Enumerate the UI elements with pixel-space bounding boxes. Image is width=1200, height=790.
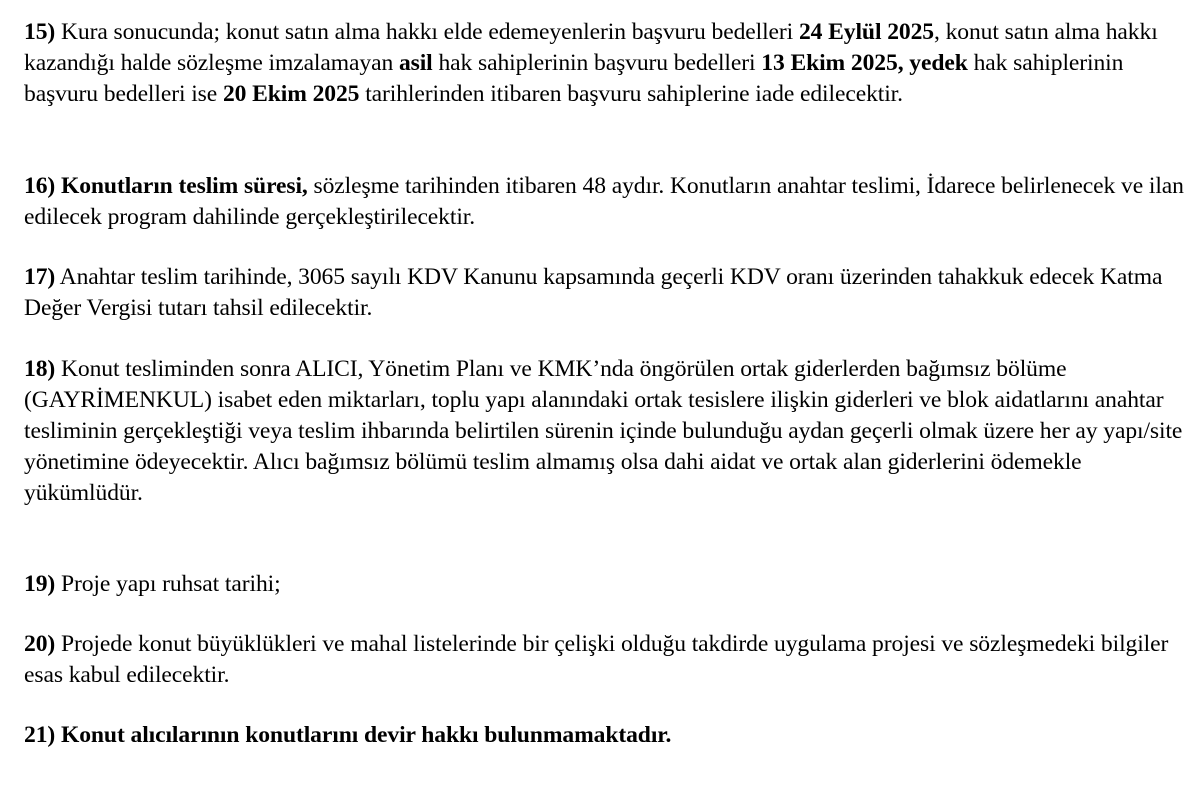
- clause-number: 15): [24, 19, 56, 45]
- clause-15: 15) Kura sonucunda; konut satın alma hakkı elde edemeyenlerin başvuru bedelleri 24 Eylül 2025, konut satın alma hakkı kazandığı halde sözleşme imzalamayan asil hak sahiplerinin başvuru bedelleri 13 Ekim 2025, yedek hak sahiplerinin başvuru bedelleri ise 20 Ekim 2025 tarihlerinden itibaren başvuru sahiplerine iade edilecektir.: [24, 19, 1158, 107]
- clause-19: 19) Proje yapı ruhsat tarihi;: [24, 571, 281, 597]
- clause-16: 16) Konutların teslim süresi, sözleşme tarihinden itibaren 48 aydır. Konutların anahtar teslimi, İdarece belirlenecek ve ilan edilecek program dahilinde gerçekleştirilecektir.: [24, 173, 1184, 230]
- clause-heading: 21) Konut alıcılarının konutlarını devir hakkı bulunmamaktadır.: [24, 722, 672, 748]
- clause-20: 20) Projede konut büyüklükleri ve mahal listelerinde bir çelişki olduğu takdirde uygulama projesi ve sözleşmedeki bilgiler esas kabul edilecektir.: [24, 631, 1169, 688]
- clause-number: 19): [24, 571, 56, 597]
- clause-number: 17): [24, 264, 56, 290]
- clause-21: [24, 720, 1184, 751]
- clause-17: 17) Anahtar teslim tarihinde, 3065 sayılı KDV Kanunu kapsamında geçerli KDV oranı üzerinden tahakkuk edecek Katma Değer Vergisi tutarı tahsil edilecektir.: [24, 264, 1163, 321]
- clause-number: 18): [24, 356, 56, 382]
- clause-18: 18) Konut tesliminden sonra ALICI, Yönetim Planı ve KMK’nda öngörülen ortak giderlerden bağımsız bölüme (GAYRİMENKUL) isabet eden miktarları, toplu yapı alanındaki ortak tesislere ilişkin giderleri ve blok aidatlarını anahtar tesliminin gerçekleştiği veya teslim ihbarında belirtilen sürenin içinde bulunduğu aydan geçerli olmak üzere her ay yapı/site yönetimine ödeyecektir. Alıcı bağımsız bölümü teslim almamış olsa dahi aidat ve ortak alan giderlerini ödemekle yükümlüdür.: [24, 356, 1183, 506]
- clause-number: 20): [24, 631, 56, 657]
- clause-heading: 16) Konutların teslim süresi,: [24, 173, 308, 199]
